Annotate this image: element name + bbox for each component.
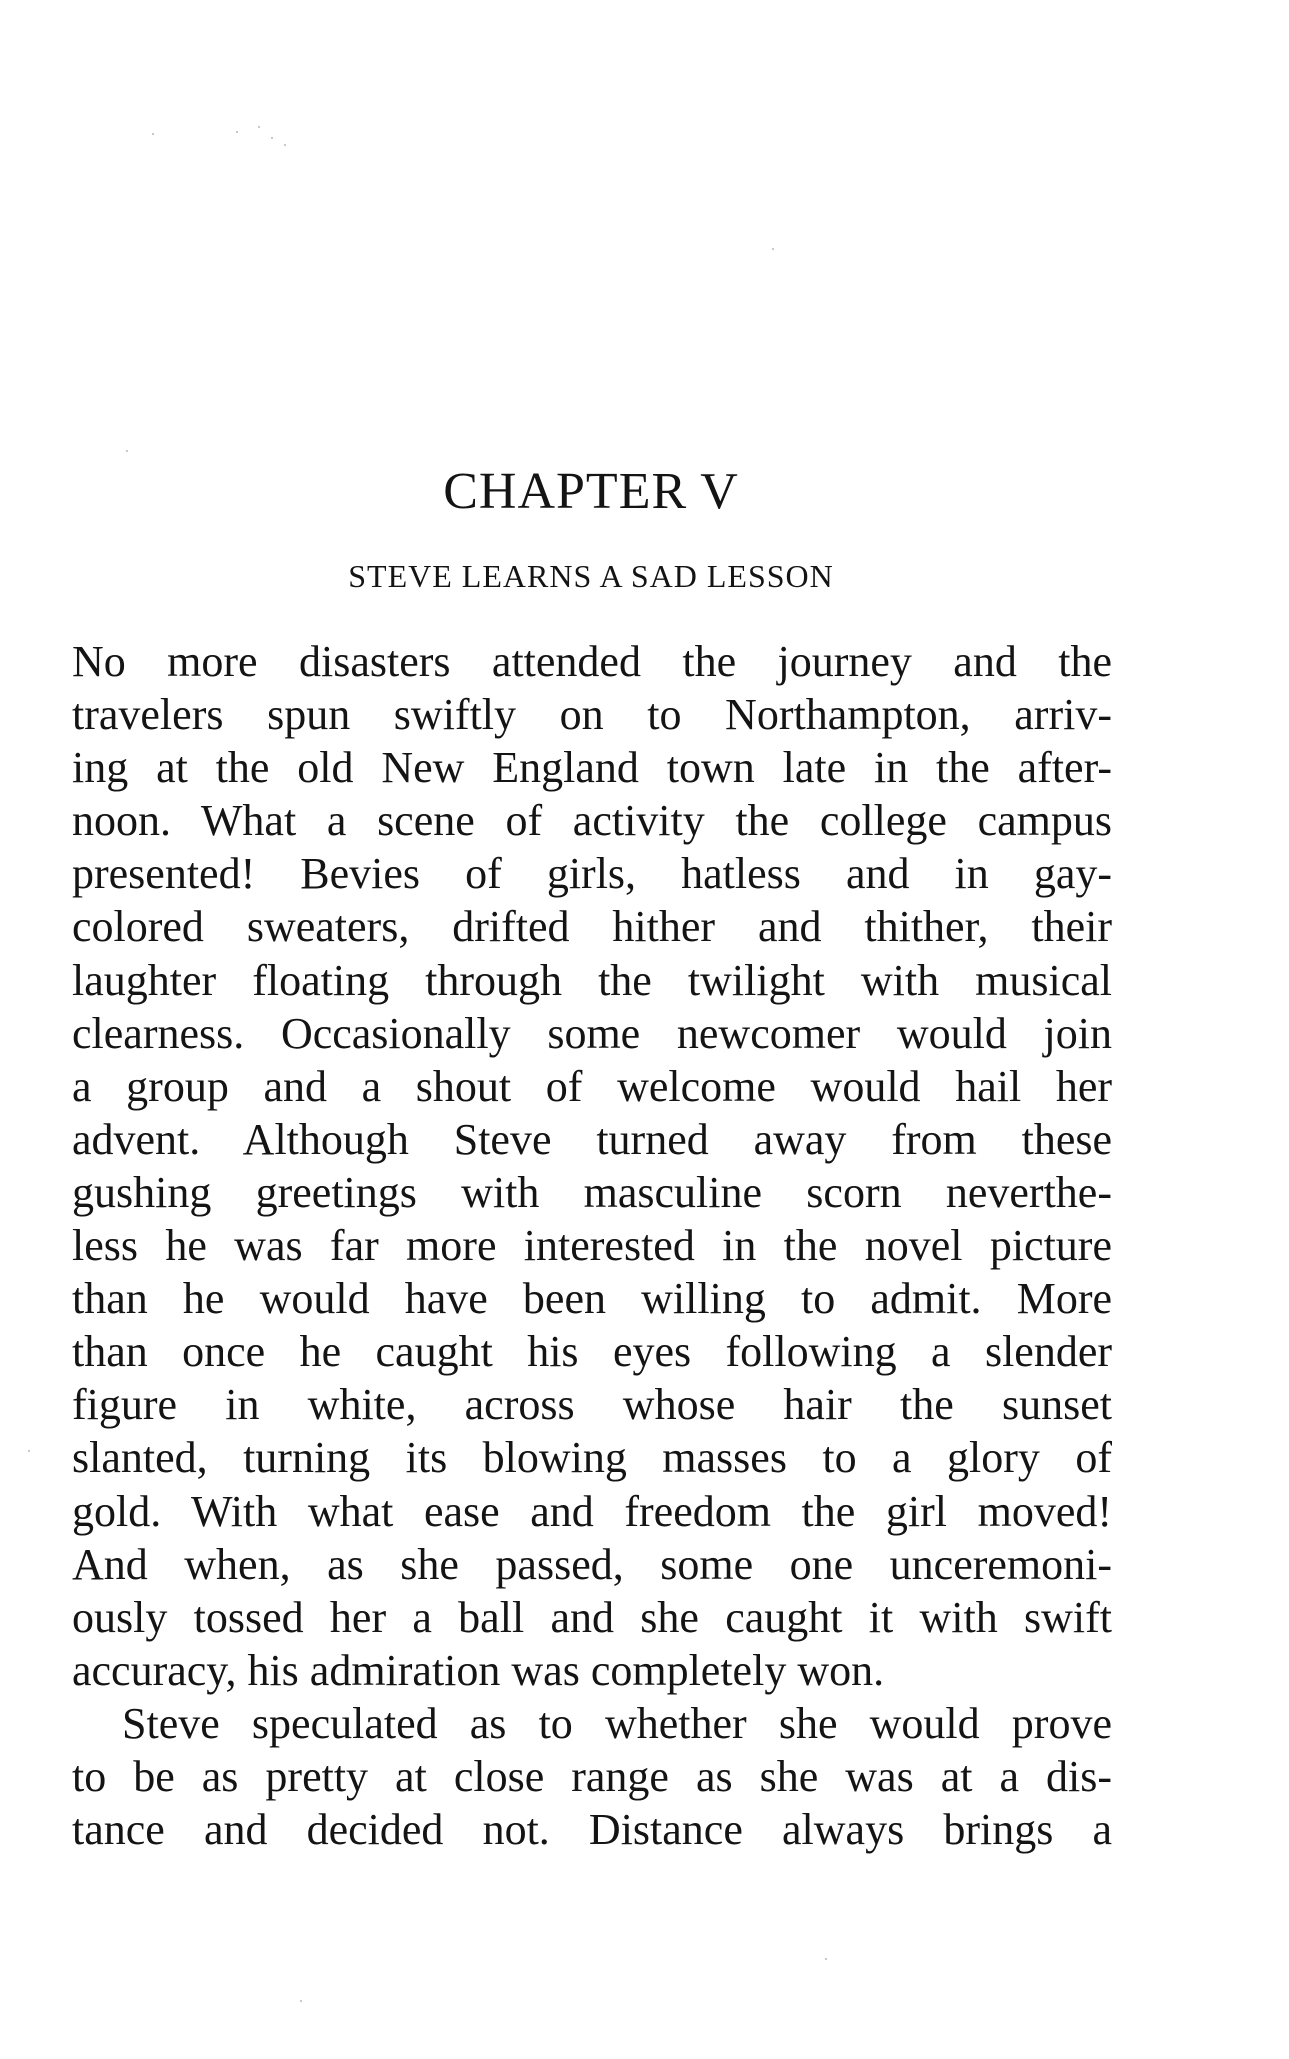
paragraph xyxy=(72,1697,1112,1856)
chapter-subtitle: STEVE LEARNS A SAD LESSON xyxy=(348,558,834,594)
text-line: tance and decided not. Distance always brings a xyxy=(72,1805,1112,1855)
text-line: to be as pretty at close range as she was at a dis- xyxy=(72,1751,1112,1801)
text-line: a group and a shout of welcome would hail her xyxy=(72,1061,1112,1111)
text-line: presented! Bevies of girls, hatless and in gay- xyxy=(72,849,1112,899)
text-line: accuracy, his admiration was completely won. xyxy=(72,1645,885,1695)
page-speck xyxy=(300,2000,302,2002)
text-line: Steve speculated as to whether she would prove xyxy=(122,1698,1112,1748)
chapter-title: CHAPTER V xyxy=(443,463,739,520)
text-line: ing at the old New England town late in the after- xyxy=(72,743,1112,793)
text-line: gushing greetings with masculine scorn neverthe- xyxy=(72,1167,1112,1217)
text-line: noon. What a scene of activity the college campus xyxy=(72,796,1112,846)
text-line: laughter floating through the twilight with musical xyxy=(72,955,1112,1005)
text-line: less he was far more interested in the novel picture xyxy=(72,1221,1112,1271)
text-line: figure in white, across whose hair the sunset xyxy=(72,1380,1112,1430)
page-speck xyxy=(271,137,273,139)
page-speck xyxy=(152,133,154,135)
page-speck xyxy=(284,144,286,146)
text-line: advent. Although Steve turned away from these xyxy=(72,1114,1112,1164)
page-speck xyxy=(825,1958,827,1960)
text-line: ously tossed her a ball and she caught it with swift xyxy=(72,1592,1112,1642)
body-text xyxy=(72,635,1112,1856)
text-line: gold. With what ease and freedom the girl moved! xyxy=(72,1486,1112,1536)
page-speck xyxy=(772,248,774,250)
text-line: slanted, turning its blowing masses to a glory of xyxy=(72,1433,1112,1483)
text-line: And when, as she passed, some one unceremoni- xyxy=(72,1539,1112,1589)
text-line: colored sweaters, drifted hither and thither, their xyxy=(72,902,1112,952)
text-line: travelers spun swiftly on to Northampton, arriv- xyxy=(72,690,1112,740)
text-line: clearness. Occasionally some newcomer would join xyxy=(72,1008,1112,1058)
page-speck xyxy=(236,131,238,133)
text-line: No more disasters attended the journey and the xyxy=(72,637,1112,686)
paragraph xyxy=(72,635,1112,1697)
page-speck xyxy=(28,1450,30,1452)
page-speck xyxy=(258,126,260,128)
text-line: than once he caught his eyes following a slender xyxy=(72,1327,1112,1377)
text-line: than he would have been willing to admit. More xyxy=(72,1274,1112,1324)
page-speck xyxy=(126,450,128,452)
